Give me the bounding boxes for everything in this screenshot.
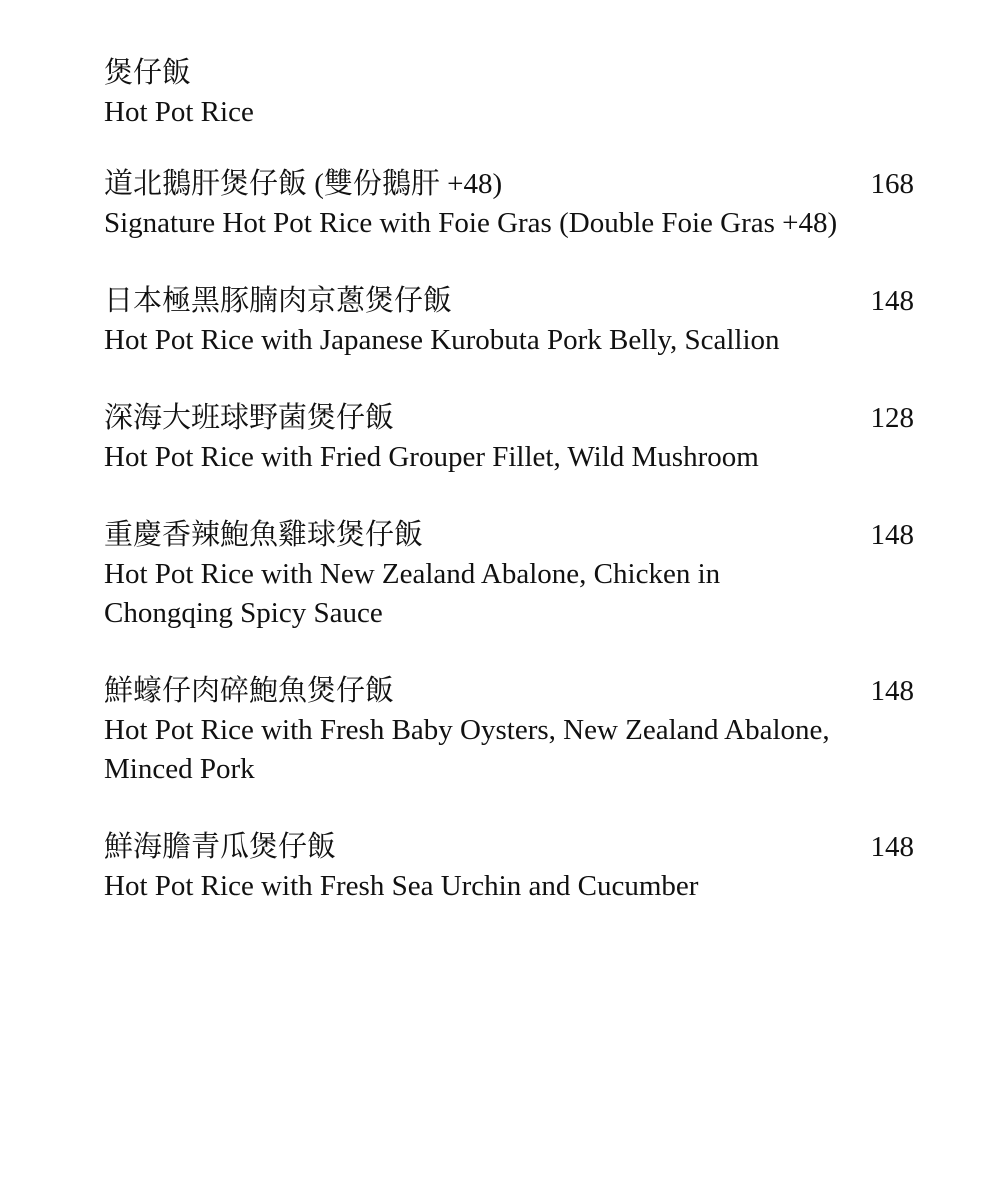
menu-item: [104, 828, 914, 906]
item-price: 148: [870, 675, 914, 707]
item-name-zh: 重慶香辣鮑魚雞球煲仔飯: [104, 519, 424, 551]
item-name-en: Hot Pot Rice with New Zealand Abalone, Chicken in Chongqing Spicy Sauce: [104, 558, 721, 629]
menu-item: [104, 672, 914, 789]
section-title-en: Hot Pot Rice: [104, 96, 254, 128]
item-name-zh: 鮮蠔仔肉碎鮑魚煲仔飯: [104, 675, 395, 707]
menu-item: [104, 282, 914, 360]
item-price: 148: [870, 831, 914, 863]
menu-item: [104, 165, 914, 243]
item-price: 168: [870, 168, 914, 200]
item-name-zh: 鮮海膽青瓜煲仔飯: [104, 831, 337, 863]
item-name-zh: 道北鵝肝煲仔飯 (雙份鵝肝 +48): [104, 168, 503, 200]
menu-item: [104, 399, 914, 477]
item-name-en: Signature Hot Pot Rice with Foie Gras (Double Foie Gras +48): [104, 207, 838, 239]
menu-page: [104, 54, 914, 945]
item-name-en: Hot Pot Rice with Fresh Sea Urchin and Cucumber: [104, 870, 699, 902]
item-price: 128: [870, 402, 914, 434]
section-header: [104, 54, 914, 132]
item-price: 148: [870, 285, 914, 317]
section-title-zh: 煲仔飯: [104, 57, 192, 89]
item-name-zh: 深海大班球野菌煲仔飯: [104, 402, 395, 434]
item-price: 148: [870, 519, 914, 551]
item-name-zh: 日本極黑豚腩肉京蔥煲仔飯: [104, 285, 453, 317]
item-name-en: Hot Pot Rice with Japanese Kurobuta Pork Belly, Scallion: [104, 324, 780, 356]
item-name-en: Hot Pot Rice with Fresh Baby Oysters, New Zealand Abalone, Minced Pork: [104, 714, 830, 785]
menu-item: [104, 516, 914, 633]
item-name-en: Hot Pot Rice with Fried Grouper Fillet, Wild Mushroom: [104, 441, 759, 473]
